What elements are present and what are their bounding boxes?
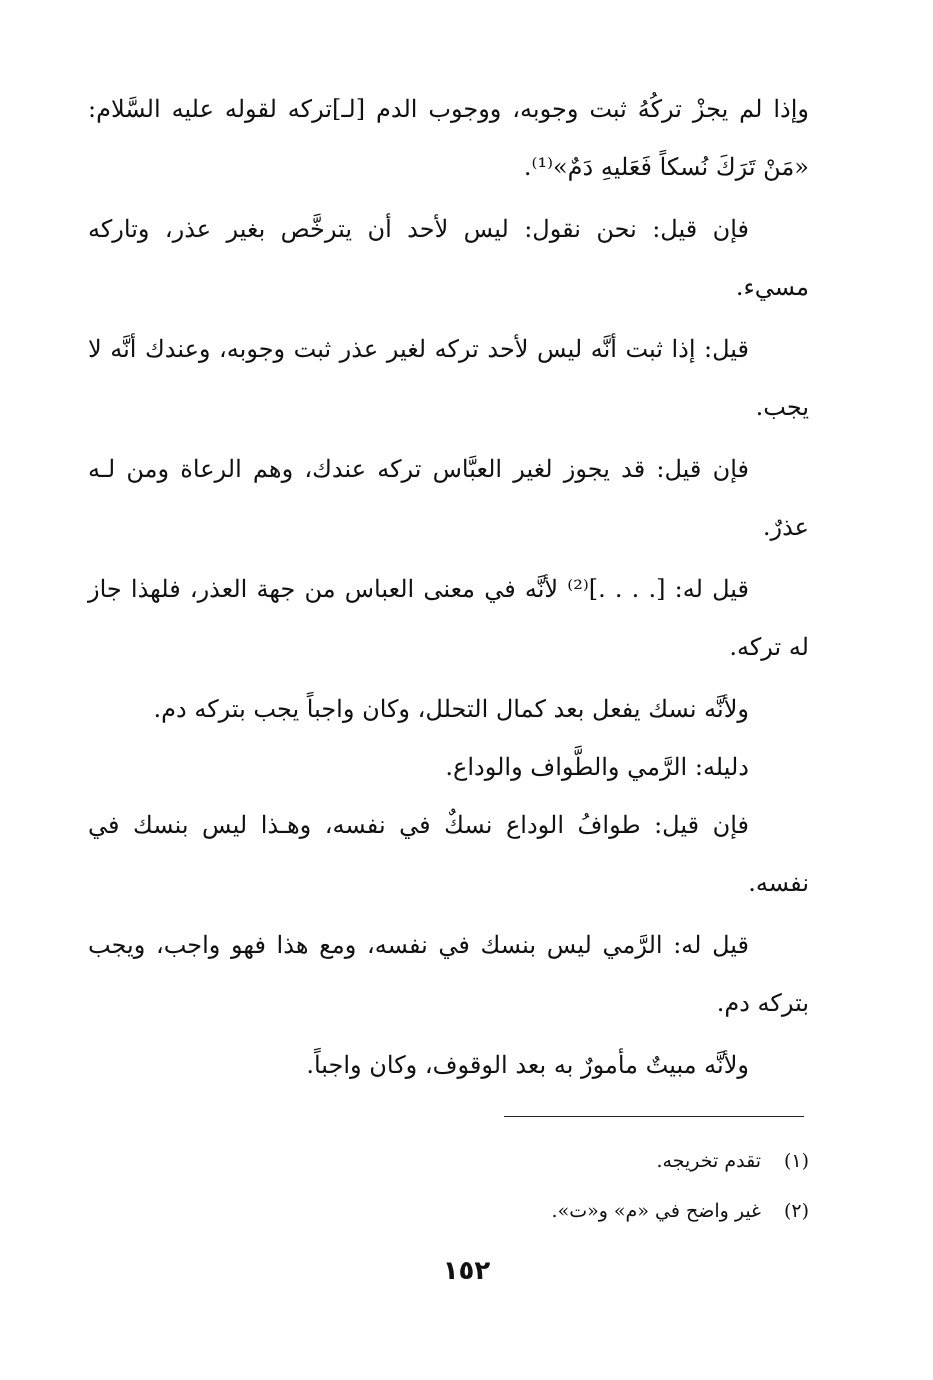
main-text — [88, 80, 809, 1094]
footnote-1-number: (١) — [783, 1150, 809, 1172]
paragraph-4: فإن قيل: قد يجوز لغير العبَّاس تركه عندك، وهم الرعاة ومن لـه عذرٌ. — [88, 455, 809, 541]
footnote-1 — [300, 1136, 809, 1186]
footnote-2-text: غير واضح في «م» و«ت». — [551, 1200, 761, 1222]
paragraph-6: ولأنَّه نسك يفعل بعد كمال التحلل، وكان واجباً يجب بتركه دم. — [153, 695, 749, 723]
paragraph-10: ولأنَّه مبيتٌ مأمورٌ به بعد الوقوف، وكان واجباً. — [306, 1051, 749, 1079]
footnote-divider — [504, 1116, 804, 1117]
paragraph-8: فإن قيل: طوافُ الوداع نسكٌ في نفسه، وهـذا ليس بنسك في نفسه. — [88, 811, 809, 897]
footnote-2 — [300, 1186, 809, 1236]
paragraph-7: دليله: الرَّمي والطَّواف والوداع. — [445, 753, 749, 781]
paragraph-2: فإن قيل: نحن نقول: ليس لأحد أن يترخَّص بغير عذر، وتاركه مسيء. — [88, 215, 809, 301]
paragraph-5: قيل له: [. . . .]⁽²⁾ لأنَّه في معنى العباس من جهة العذر، فلهذا جاز له تركه. — [88, 575, 809, 661]
paragraph-9: قيل له: الرَّمي ليس بنسك في نفسه، ومع هذا فهو واجب، ويجب بتركه دم. — [88, 931, 809, 1017]
footnote-1-text: تقدم تخريجه. — [656, 1150, 761, 1172]
footnotes — [300, 1136, 809, 1236]
footnote-2-number: (٢) — [783, 1200, 809, 1222]
paragraph-3: قيل: إذا ثبت أنَّه ليس لأحد تركه لغير عذر ثبت وجوبه، وعندك أنَّه لا يجب. — [88, 335, 809, 421]
paragraph-1: وإذا لم يجزْ تركُهُ ثبت وجوبه، ووجوب الدم [لـ]تركه لقوله عليه السَّلام: «مَنْ تَرَكَ نُسكاً فَعَليهِ دَمٌ»⁽¹⁾. — [88, 95, 809, 181]
page-number: ١٥٢ — [442, 1256, 491, 1286]
